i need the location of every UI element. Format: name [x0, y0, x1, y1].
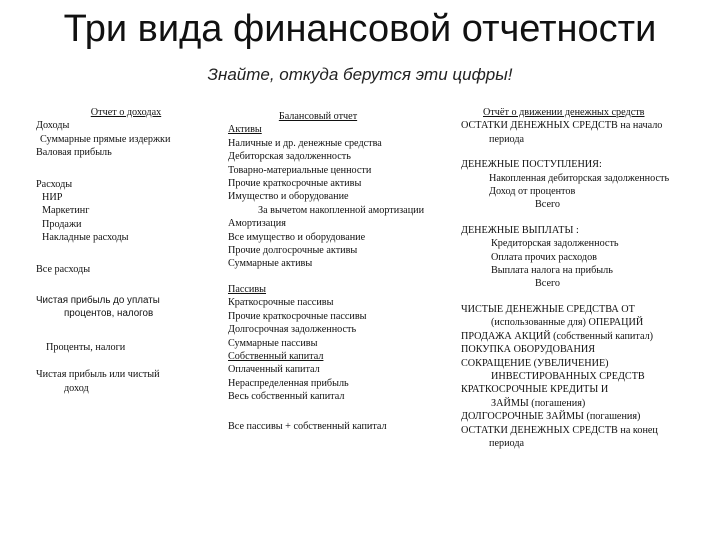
cash-interest-income: Доход от процентов	[489, 186, 576, 198]
cash-change-line2: ИНВЕСТИРОВАННЫХ СРЕДСТВ	[491, 370, 645, 382]
balance-other-current-assets: Прочие краткосрочные активы	[228, 178, 362, 190]
cash-receipts-total: Всего	[535, 199, 560, 211]
cash-closing-line1: ОСТАТКИ ДЕНЕЖНЫХ СРЕДСТВ на конец	[461, 424, 658, 436]
balance-cash: Наличные и др. денежные средства	[228, 137, 382, 149]
cash-net-line2: (использованные для) ОПЕРАЦИЙ	[491, 317, 644, 329]
cash-short-loans-line2: ЗАЙМЫ (погашения)	[491, 397, 586, 409]
balance-total-equity: Весь собственный капитал	[228, 391, 345, 403]
balance-other-longterm-assets: Прочие долгосрочные активы	[228, 245, 358, 257]
income-marketing: Маркетинг	[42, 205, 90, 217]
income-statement-header: Отчет о доходах	[90, 107, 162, 118]
balance-liabilities: Пассивы	[228, 283, 267, 295]
income-revenue: Доходы	[36, 120, 70, 132]
balance-amortization: Амортизация	[228, 218, 286, 230]
income-direct-costs: Суммарные прямые издержки	[40, 133, 171, 145]
income-sales: Продажи	[42, 218, 82, 230]
cash-closing-line2: периода	[489, 437, 525, 449]
income-gross-profit: Валовая прибыль	[36, 147, 112, 159]
balance-other-short-term-liabilities: Прочие краткосрочные пассивы	[228, 310, 367, 322]
cash-payables: Кредиторская задолженность	[491, 238, 619, 250]
balance-receivables: Дебиторская задолженность	[228, 151, 351, 163]
cash-opening-line2: периода	[489, 133, 525, 145]
balance-sheet-header: Балансовый отчет	[278, 111, 358, 122]
page-subtitle: Знайте, откуда берутся эти цифры!	[207, 65, 513, 84]
balance-equity: Собственный капитал	[228, 350, 324, 362]
balance-assets: Активы	[228, 124, 262, 136]
page-title: Три вида финансовой отчетности	[63, 8, 657, 50]
balance-sheet-column	[228, 106, 460, 433]
cash-change-line1: СОКРАЩЕНИЕ (УВЕЛИЧЕНИЕ)	[461, 357, 609, 369]
balance-total-liabilities-equity: Все пассивы + собственный капитал	[228, 420, 387, 432]
cash-long-loans: ДОЛГОСРОЧНЫЕ ЗАЙМЫ (погашения)	[461, 411, 641, 423]
balance-total-ppe: Все имущество и оборудование	[228, 231, 366, 243]
cash-flow-header: Отчёт о движении денежных средств	[483, 107, 645, 118]
cash-equipment-purchase: ПОКУПКА ОБОРУДОВАНИЯ	[461, 344, 595, 356]
balance-total-assets: Суммарные активы	[228, 258, 313, 270]
cash-receivables-collected: Накопленная дебиторская задолженность	[489, 172, 670, 184]
balance-paid-in-capital: Оплаченный капитал	[228, 364, 320, 376]
balance-ppe: Имущество и оборудование	[228, 191, 349, 203]
income-ebit-line1: Чистая прибыль до уплаты	[36, 295, 160, 307]
cash-other-expenses: Оплата прочих расходов	[491, 251, 597, 263]
income-overhead: Накладные расходы	[42, 232, 129, 244]
income-net-line1: Чистая прибыль или чистый	[36, 369, 160, 381]
income-interest-taxes: Проценты, налоги	[46, 341, 126, 353]
balance-inventory: Товарно-материальные ценности	[228, 164, 372, 176]
cash-flow-column	[461, 106, 709, 450]
balance-retained-earnings: Нераспределенная прибыль	[228, 377, 349, 389]
cash-payments-header: ДЕНЕЖНЫЕ ВЫПЛАТЫ :	[461, 224, 579, 236]
income-expenses: Расходы	[36, 178, 73, 190]
cash-payments-total: Всего	[535, 278, 560, 290]
cash-receipts-header: ДЕНЕЖНЫЕ ПОСТУПЛЕНИЯ:	[461, 159, 602, 171]
balance-less-depreciation: За вычетом накопленной амортизации	[258, 204, 425, 216]
income-statement-column	[36, 106, 216, 395]
income-net-line2: доход	[64, 382, 89, 394]
income-ebit-line2: процентов, налогов	[64, 308, 154, 320]
balance-short-term-liabilities: Краткосрочные пассивы	[228, 297, 334, 309]
cash-short-loans-line1: КРАТКОСРОЧНЫЕ КРЕДИТЫ И	[461, 384, 609, 396]
income-rnd: НИР	[42, 192, 63, 204]
balance-total-liabilities: Суммарные пассивы	[228, 337, 318, 349]
cash-stock-sale: ПРОДАЖА АКЦИЙ (собственный капитал)	[461, 330, 654, 342]
cash-income-tax: Выплата налога на прибыль	[491, 265, 613, 277]
income-total-expenses: Все расходы	[36, 263, 91, 275]
cash-net-line1: ЧИСТЫЕ ДЕНЕЖНЫЕ СРЕДСТВА ОТ	[461, 303, 635, 315]
balance-long-term-debt: Долгосрочная задолженность	[228, 324, 357, 336]
cash-opening-line1: ОСТАТКИ ДЕНЕЖНЫХ СРЕДСТВ на начало	[461, 120, 663, 132]
